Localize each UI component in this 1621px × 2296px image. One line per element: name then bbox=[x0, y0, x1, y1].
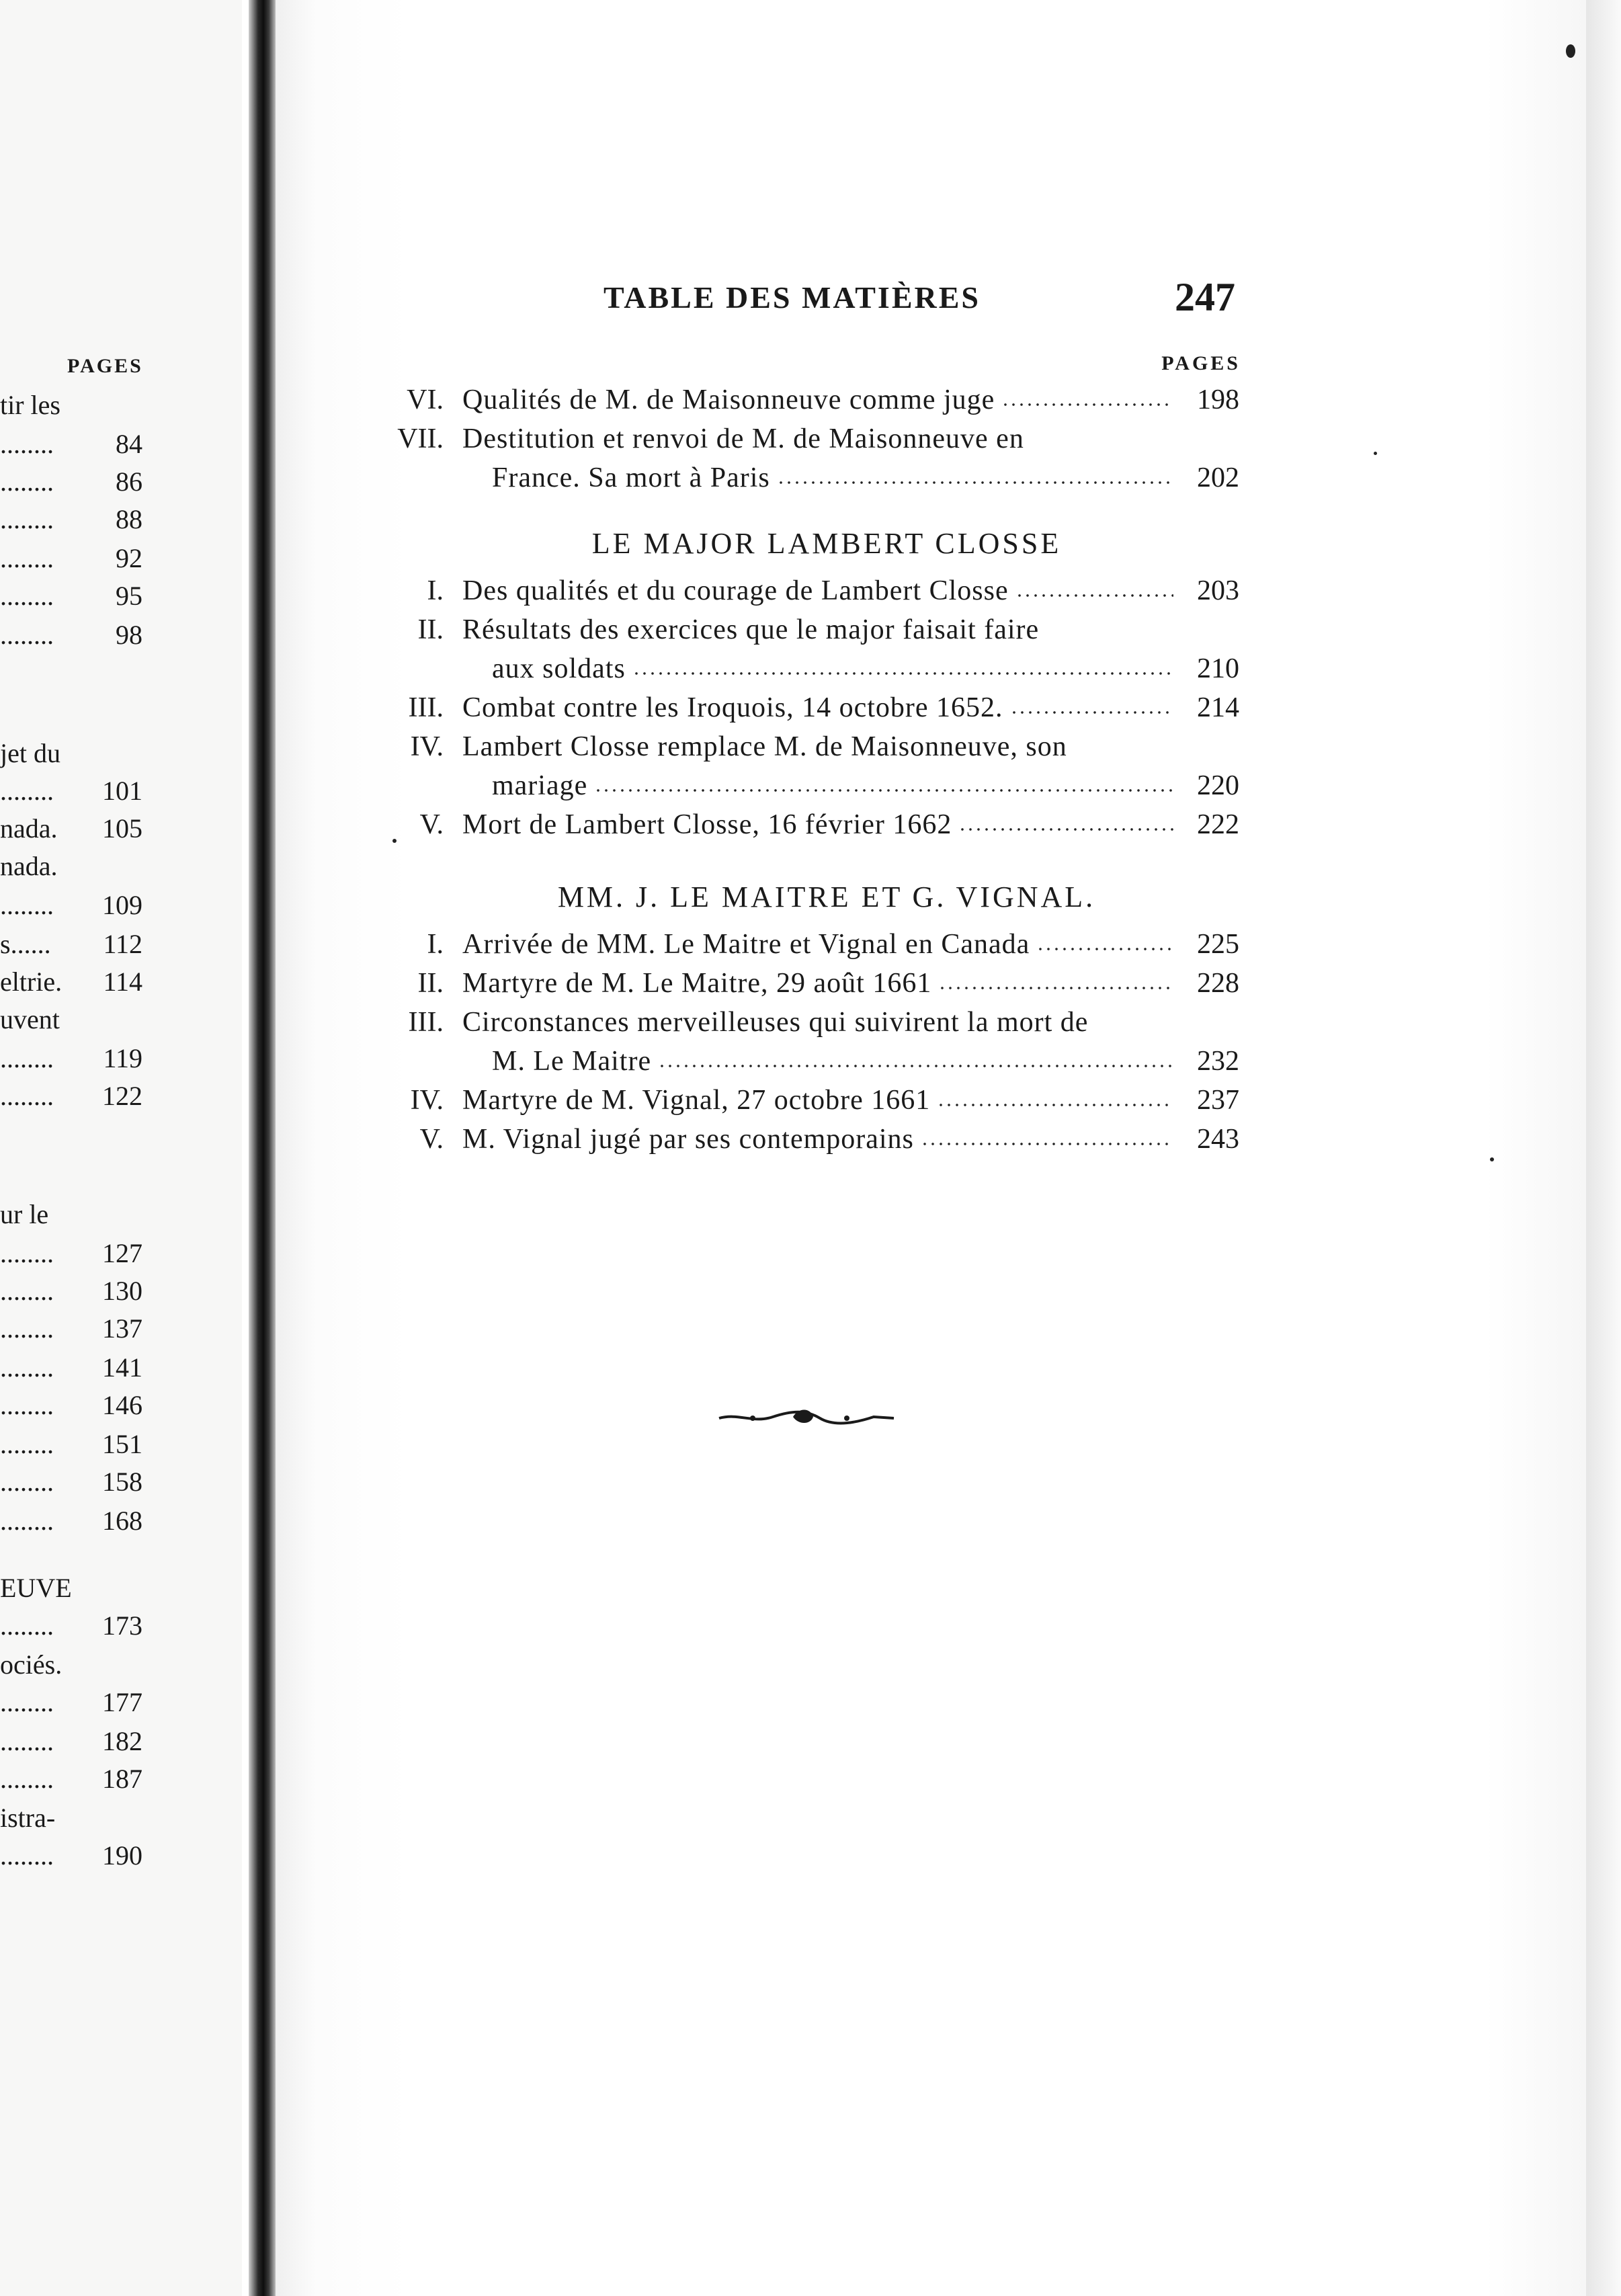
left-page-row bbox=[0, 1428, 142, 1461]
entry-title: M. Vignal jugé par ses contemporains bbox=[462, 1124, 914, 1155]
left-row-text: ........ bbox=[0, 1467, 54, 1497]
entry-page-number: 203 bbox=[1197, 575, 1239, 606]
dot-leader bbox=[594, 789, 1173, 792]
left-page-row bbox=[0, 1839, 142, 1873]
dot-leader bbox=[658, 1065, 1173, 1067]
entry-page-number: 243 bbox=[1197, 1124, 1239, 1155]
left-pages-label: PAGES bbox=[67, 355, 143, 377]
left-row-page: 127 bbox=[102, 1238, 142, 1268]
entry-number: II. bbox=[417, 614, 444, 645]
toc-entry-line bbox=[0, 419, 1243, 458]
entry-title: Arrivée de MM. Le Maitre et Vignal en Canada bbox=[462, 929, 1030, 960]
paper-speck bbox=[1490, 1157, 1494, 1161]
left-row-page: 190 bbox=[102, 1840, 142, 1871]
dot-leader bbox=[1010, 711, 1173, 714]
left-row-text: jet du bbox=[0, 738, 60, 768]
left-row-page: 105 bbox=[102, 813, 142, 844]
entry-title: M. Le Maitre bbox=[492, 1046, 652, 1077]
left-row-text: nada. bbox=[0, 851, 58, 881]
entry-page-number: 198 bbox=[1197, 384, 1239, 415]
entry-page-number: 210 bbox=[1197, 653, 1239, 684]
left-row-page: 112 bbox=[103, 929, 142, 959]
entry-title: Martyre de M. Le Maitre, 29 août 1661 bbox=[462, 968, 932, 999]
toc-entry-line bbox=[0, 571, 1243, 610]
left-row-text: ........ bbox=[0, 620, 54, 650]
entry-title: Destitution et renvoi de M. de Maisonneuve en bbox=[462, 423, 1024, 454]
left-row-page: 119 bbox=[103, 1043, 142, 1073]
left-row-page: 92 bbox=[116, 543, 142, 573]
paper-speck bbox=[392, 839, 397, 843]
left-page-row bbox=[0, 1504, 142, 1538]
left-row-page: 88 bbox=[116, 504, 142, 534]
left-row-text: ........ bbox=[0, 1390, 54, 1420]
left-row-text: ........ bbox=[0, 1352, 54, 1383]
entry-page-number: 232 bbox=[1197, 1046, 1239, 1077]
left-page-row bbox=[0, 1801, 142, 1835]
left-row-text: ociés. bbox=[0, 1649, 63, 1680]
left-page-row bbox=[0, 1198, 142, 1231]
entry-title: Qualités de M. de Maisonneuve comme juge bbox=[462, 384, 995, 415]
entry-number: III. bbox=[408, 1007, 444, 1038]
page-number: 247 bbox=[1175, 275, 1235, 319]
entry-title: Mort de Lambert Closse, 16 février 1662 bbox=[462, 809, 952, 840]
left-row-page: 109 bbox=[102, 890, 142, 920]
entry-page-number: 202 bbox=[1197, 462, 1239, 493]
left-row-text: ........ bbox=[0, 429, 54, 459]
left-row-page: 86 bbox=[116, 466, 142, 497]
toc-entry-line bbox=[0, 1042, 1243, 1081]
left-row-text: s...... bbox=[0, 929, 51, 959]
left-page-row bbox=[0, 1389, 142, 1422]
entry-page-number: 225 bbox=[1197, 929, 1239, 960]
section-heading: MM. J. LE MAITRE ET G. VIGNAL. bbox=[557, 880, 1096, 913]
left-page-row bbox=[0, 1312, 142, 1346]
left-page-row bbox=[0, 1571, 142, 1605]
left-row-text: eltrie. bbox=[0, 967, 63, 997]
left-row-text: ur le bbox=[0, 1199, 49, 1229]
left-row-text: ........ bbox=[0, 466, 54, 497]
left-row-text: ........ bbox=[0, 1081, 54, 1111]
dot-leader bbox=[1001, 403, 1173, 406]
left-row-text: EUVE bbox=[0, 1573, 72, 1603]
left-page-row bbox=[0, 889, 142, 922]
paper-speck bbox=[1374, 452, 1377, 455]
left-row-page: 151 bbox=[102, 1429, 142, 1459]
toc-entry-line bbox=[0, 964, 1243, 1003]
toc-entry-line bbox=[0, 1081, 1243, 1120]
left-row-page: 98 bbox=[116, 620, 142, 650]
left-row-page: 84 bbox=[116, 429, 142, 459]
entry-number: IV. bbox=[410, 731, 444, 762]
left-row-page: 158 bbox=[102, 1467, 142, 1497]
left-row-page: 95 bbox=[116, 581, 142, 611]
left-row-page: 182 bbox=[102, 1726, 142, 1756]
left-page-row bbox=[0, 1351, 142, 1385]
left-row-text: ........ bbox=[0, 1506, 54, 1536]
entry-page-number: 222 bbox=[1197, 809, 1239, 840]
left-row-text: ........ bbox=[0, 1313, 54, 1344]
entry-number: I. bbox=[427, 575, 444, 606]
entry-title: Résultats des exercices que le major faisait faire bbox=[462, 614, 1040, 645]
left-page-row bbox=[0, 503, 142, 536]
entry-number: III. bbox=[408, 692, 444, 723]
entry-title: Combat contre les Iroquois, 14 octobre 1652. bbox=[462, 692, 1003, 723]
left-row-text: ........ bbox=[0, 1276, 54, 1306]
entry-title: aux soldats bbox=[492, 653, 626, 684]
dot-leader bbox=[921, 1143, 1173, 1145]
toc-entry-line bbox=[0, 380, 1243, 419]
left-row-text: uvent bbox=[0, 1004, 60, 1034]
left-row-page: 101 bbox=[102, 776, 142, 806]
left-row-page: 122 bbox=[102, 1081, 142, 1111]
left-row-text: ........ bbox=[0, 1687, 54, 1717]
toc-entry-line bbox=[0, 1003, 1243, 1042]
dot-leader bbox=[777, 481, 1173, 484]
left-row-text: tir les bbox=[0, 390, 60, 420]
entry-title: Lambert Closse remplace M. de Maisonneuve, son bbox=[462, 731, 1067, 762]
left-row-text: ........ bbox=[0, 1429, 54, 1459]
left-page-row bbox=[0, 1725, 142, 1758]
left-row-page: 137 bbox=[102, 1313, 142, 1344]
left-row-page: 187 bbox=[102, 1764, 142, 1794]
paper-speck bbox=[1566, 44, 1575, 58]
left-row-text: ........ bbox=[0, 1764, 54, 1794]
toc-entry-line bbox=[0, 458, 1243, 497]
left-page-row bbox=[0, 1609, 142, 1643]
left-row-text: ........ bbox=[0, 1238, 54, 1268]
left-row-text: istra- bbox=[0, 1803, 56, 1833]
left-row-page: 130 bbox=[102, 1276, 142, 1306]
toc-entry-line bbox=[0, 925, 1243, 964]
dot-leader bbox=[958, 828, 1173, 831]
toc-entry-line bbox=[0, 610, 1243, 649]
dot-leader bbox=[937, 1104, 1173, 1106]
entry-page-number: 220 bbox=[1197, 770, 1239, 801]
left-row-text: ........ bbox=[0, 776, 54, 806]
entry-number: I. bbox=[427, 929, 444, 960]
left-page-row bbox=[0, 1274, 142, 1308]
entry-page-number: 237 bbox=[1197, 1085, 1239, 1116]
left-row-text: ........ bbox=[0, 1840, 54, 1871]
entry-number: V. bbox=[419, 1124, 444, 1155]
entry-page-number: 228 bbox=[1197, 968, 1239, 999]
toc-entry-line bbox=[0, 649, 1243, 688]
dot-leader bbox=[1036, 948, 1173, 950]
toc-entry-line bbox=[0, 688, 1243, 727]
entry-number: VI. bbox=[407, 384, 444, 415]
left-row-text: ........ bbox=[0, 1043, 54, 1073]
entry-page-number: 214 bbox=[1197, 692, 1239, 723]
left-row-page: 114 bbox=[103, 967, 142, 997]
left-row-page: 146 bbox=[102, 1390, 142, 1420]
entry-number: II. bbox=[417, 968, 444, 999]
left-page-row bbox=[0, 1762, 142, 1796]
left-page-row bbox=[0, 1465, 142, 1499]
page-edge bbox=[1586, 0, 1621, 2296]
left-row-text: ........ bbox=[0, 504, 54, 534]
left-page-row bbox=[0, 1237, 142, 1270]
toc-entry-line bbox=[0, 727, 1243, 766]
dot-leader bbox=[1015, 594, 1173, 597]
entry-number: VII. bbox=[397, 423, 444, 454]
decorative-flourish-icon bbox=[712, 1403, 901, 1430]
entry-title: Martyre de M. Vignal, 27 octobre 1661 bbox=[462, 1085, 931, 1116]
left-page-row bbox=[0, 1648, 142, 1682]
dot-leader bbox=[632, 672, 1173, 675]
left-page-row bbox=[0, 542, 142, 575]
entry-title: France. Sa mort à Paris bbox=[492, 462, 770, 493]
left-row-text: ........ bbox=[0, 1726, 54, 1756]
left-page-row bbox=[0, 850, 142, 883]
running-title: TABLE DES MATIÈRES bbox=[604, 280, 981, 315]
pages-column-label: PAGES bbox=[1161, 352, 1241, 374]
section-heading: LE MAJOR LAMBERT CLOSSE bbox=[591, 527, 1062, 560]
left-row-page: 141 bbox=[102, 1352, 142, 1383]
toc-entry-line bbox=[0, 805, 1243, 844]
toc-entry-line bbox=[0, 1120, 1243, 1159]
left-row-text: ........ bbox=[0, 890, 54, 920]
left-row-page: 173 bbox=[102, 1610, 142, 1641]
left-row-text: ........ bbox=[0, 1610, 54, 1641]
entry-title: mariage bbox=[492, 770, 588, 801]
left-row-text: ........ bbox=[0, 581, 54, 611]
left-row-text: ........ bbox=[0, 543, 54, 573]
left-row-page: 168 bbox=[102, 1506, 142, 1536]
entry-number: V. bbox=[419, 809, 444, 840]
left-page-row bbox=[0, 1686, 142, 1719]
entry-title: Circonstances merveilleuses qui suivirent la mort de bbox=[462, 1007, 1089, 1038]
entry-title: Des qualités et du courage de Lambert Closse bbox=[462, 575, 1009, 606]
entry-number: IV. bbox=[410, 1085, 444, 1116]
toc-entry-line bbox=[0, 766, 1243, 805]
dot-leader bbox=[938, 987, 1173, 989]
left-row-text: nada. bbox=[0, 813, 58, 844]
left-row-page: 177 bbox=[102, 1687, 142, 1717]
